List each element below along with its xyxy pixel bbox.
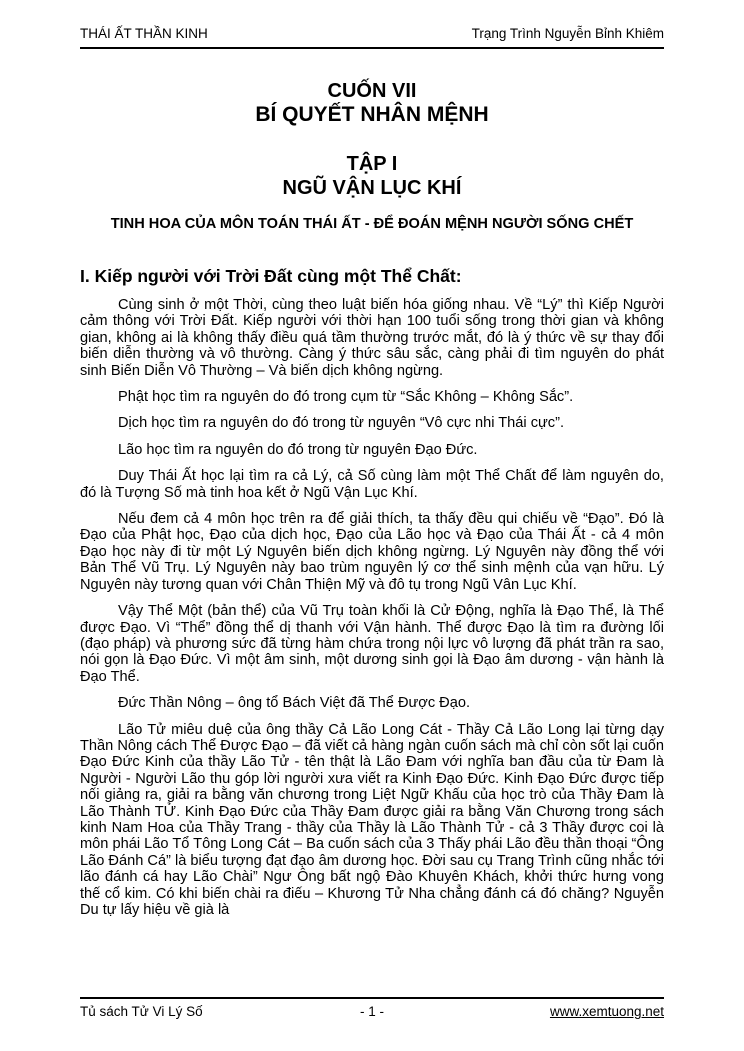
footer-page-number: - 1 - (360, 1004, 385, 1019)
part-name: NGŨ VẬN LỤC KHÍ (282, 177, 462, 199)
volume-subtitle: BÍ QUYẾT NHÂN MỆNH (255, 103, 489, 126)
body-paragraph: Nếu đem cả 4 môn học trên ra để giải thích, ta thấy đều qui chiếu về “Đạo”. Đó là Đạo của Phật học, Đạo của dịch học, Đạo của Lão học và Đạo của Thái Ất - cả 4 môn Đạo học này đi từ một Lý Nguyên biến dịch không ngừng. Lý Nguyên này đồng thể với Bản Thể Vũ Trụ. Lý Nguyên này bao trùm nguyên lý cơ thể sinh mệnh của vạn hữu. Lý Nguyên này tương quan với Chân Thiện Mỹ và đô tụ trong Ngũ Vân Lục Khí. (80, 511, 664, 593)
body-text (80, 297, 664, 918)
tagline: TINH HOA CỦA MÔN TOÁN THÁI ẤT - ĐỂ ĐOÁN MỆNH NGƯỜI SỐNG CHẾT (110, 216, 634, 232)
section-heading: I. Kiếp người với Trời Đất cùng một Thể Chất: (80, 266, 462, 286)
part-number: TẬP I (346, 153, 398, 175)
header-book-title: THÁI ẤT THẦN KINH (80, 26, 208, 41)
body-paragraph: Duy Thái Ất học lại tìm ra cả Lý, cả Số cùng làm một Thể Chất để làm nguyên do, đó là Tượng Số mà tinh hoa kết ở Ngũ Vận Lục Khí. (80, 468, 664, 501)
header-author: Trạng Trình Nguyễn Bỉnh Khiêm (471, 26, 664, 41)
body-paragraph: Vậy Thể Một (bản thể) của Vũ Trụ toàn khối là Cử Động, nghĩa là Đạo Thể, là Thể được Đạo. Vì “Thể” đồng thể dị thanh với Vận hành. Thể được Đạo là tìm ra đường lối (đạo pháp) và phương sức đã từng hàm chứa trong nội lực vô lượng đã phát trần ra sao, nói gọn là Đạo Đức. Vì một âm sinh, một dương sinh gọi là Đạo âm dương - vận hành là Đạo Thể. (80, 603, 664, 685)
body-paragraph: Lão học tìm ra nguyên do đó trong từ nguyên Đạo Đức. (118, 441, 478, 458)
page-footer (80, 997, 664, 1019)
body-paragraph: Cùng sinh ở một Thời, cùng theo luật biến hóa giống nhau. Về “Lý” thì Kiếp Người cảm thông với Trời Đất. Kiếp người với thời hạn 100 tuổi sống trong thời gian và không gian, không ai là không thấy điều quá tầm thường trước mắt, đó là ý thức về sự thay đổi biến diễn thường và vô thường. Càng ý thức sâu sắc, càng phải đi tìm nguyên do phát sinh Biến Diễn Vô Thường – Và biến dịch không ngừng. (80, 297, 664, 379)
part-title-block (80, 152, 664, 200)
body-paragraph: Phật học tìm ra nguyên do đó trong cụm từ “Sắc Không – Không Sắc”. (118, 389, 574, 406)
book-title-block (80, 79, 664, 127)
running-header (80, 26, 664, 49)
body-paragraph: Dịch học tìm ra nguyên do đó trong từ nguyên “Vô cực nhi Thái cực”. (118, 415, 564, 432)
volume-title: CUỐN VII (327, 80, 417, 102)
body-paragraph: Đức Thần Nông – ông tổ Bách Việt đã Thể Được Đạo. (118, 695, 470, 712)
body-paragraph: Lão Tử miêu duệ của ông thầy Cả Lão Long Cát - Thầy Cả Lão Long lại từng dạy Thần Nông cách Thể Được Đạo – đã viết cả hàng ngàn cuốn sách mà chỉ còn sốt lại cuốn Đạo Đức Kinh của thầy Lão Tử - tên thật là Lão Đam với nghĩa ban đầu của từ Đam là Người - Người Lão thu góp lời người xưa viết ra Kinh Đạo Đức. Kinh Đạo Đức được tiếp nối giảng ra, giải ra bằng văn chương trong Liệt Ngữ Khấu của học trò của Thầy Đam là Lão Thành TỬ. Kinh Đạo Đức của Thầy Đam được giải ra bằng Văn Chương trong sách kinh Nam Hoa của Thầy Trang - thầy của Thầy là Lão Thành Tử - cả 3 Thầy được coi là môn phái Lão Tổ Tông Long Cát – Ba cuốn sách của 3 Thấy phái Lão đều thần thoại “Ông Lão Đánh Cá” là biểu tượng đạt đạo âm dương học. Đời sau cụ Trang Trình cũng nhắc tới lão đánh cá hay Lão Chài” Ngư Ông bất ngộ Đào Khuyên Khách, khởi thức hưng vong thế cổ kim. Có khi biến chài ra điếu – Khương Tử Nha chẳng đánh cá đó chăng? Nguyễn Du tự lấy hiệu về già là (80, 721, 664, 918)
footer-series-name: Tủ sách Tử Vi Lý Số (80, 1004, 203, 1019)
footer-website-link[interactable]: www.xemtuong.net (549, 1004, 665, 1019)
